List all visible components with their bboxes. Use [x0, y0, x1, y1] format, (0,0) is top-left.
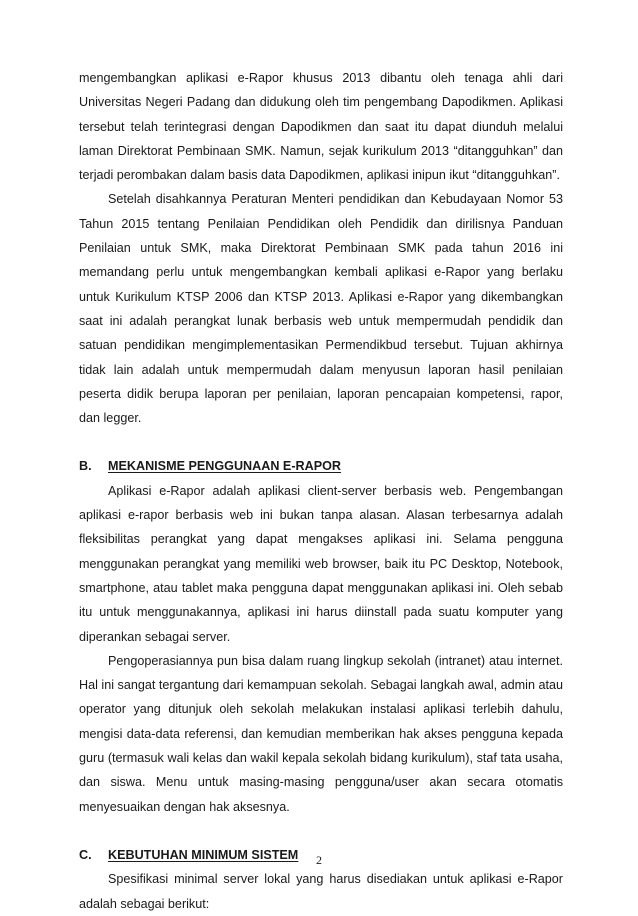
section-c-paragraph-1: Spesifikasi minimal server lokal yang harus disediakan untuk aplikasi e-Rapor adalah sebagai berikut: [79, 872, 563, 911]
section-letter-c: C. [79, 847, 92, 862]
section-spacer [79, 430, 563, 454]
section-b-paragraph-2: Pengoperasiannya pun bisa dalam ruang lingkup sekolah (intranet) atau internet. Hal ini sangat tergantung dari kemampuan sekolah. Sebagai langkah awal, admin atau operator yang ditunjuk oleh sekolah melakukan instalasi aplikasi terlebih dahulu, mengisi data-data referensi, dan kemudian memberikan hak akses pengguna kepada guru (termasuk wali kelas dan wakil kepala sekolah bidang kurikulum), staf tata usaha, dan siswa. Menu untuk masing-masing pengguna/user akan secara otomatis menyesuaikan dengan hak aksesnya. [79, 653, 563, 814]
page-number: 2 [316, 853, 322, 867]
section-title-c: KEBUTUHAN MINIMUM SISTEM [108, 847, 299, 862]
section-heading-b [79, 454, 563, 478]
section-spacer [79, 819, 563, 843]
section-letter-b: B. [79, 459, 92, 474]
body-paragraph-2: Setelah disahkannya Peraturan Menteri pendidikan dan Kebudayaan Nomor 53 Tahun 2015 tentang Penilaian Pendidikan oleh Pendidik dan dirilisnya Panduan Penilaian untuk SMK, maka Direktorat Pembinaan SMK pada tahun 2016 ini memandang perlu untuk mengembangkan kembali aplikasi e-Rapor yang berlaku untuk Kurikulum KTSP 2006 dan KTSP 2013. Aplikasi e-Rapor yang dikembangkan saat ini adalah perangkat lunak berbasis web untuk mempermudah pendidik dan satuan pendidikan mengimplementasikan Permendikbud tersebut. Tujuan akhirnya tidak lain adalah untuk mempermudah dalam menyusun laporan hasil penilaian peserta didik berupa laporan per penilaian, laporan pencapaian kompetensi, rapor, dan legger. [79, 192, 563, 426]
document-page [79, 66, 563, 916]
body-paragraph-1: mengembangkan aplikasi e-Rapor khusus 2013 dibantu oleh tenaga ahli dari Universitas Negeri Padang dan didukung oleh tim pengembang Dapodikmen. Aplikasi tersebut telah terintegrasi dengan Dapodikmen dan saat itu dapat diunduh melalui laman Direktorat Pembinaan SMK. Namun, sejak kurikulum 2013 “ditangguhkan” dan terjadi perombakan dalam basis data Dapodikmen, aplikasi inipun ikut “ditangguhkan”. [79, 71, 563, 183]
section-b-paragraph-1: Aplikasi e-Rapor adalah aplikasi client-server berbasis web. Pengembangan aplikasi e-rapor berbasis web ini bukan tanpa alasan. Alasan terbesarnya adalah fleksibilitas perangkat yang dapat mengakses aplikasi ini. Selama pengguna menggunakan perangkat yang memiliki web browser, baik itu PC Desktop, Notebook, smartphone, atau tablet maka pengguna dapat menggunakan aplikasi ini. Oleh sebab itu untuk menggunakannya, aplikasi ini harus diinstall pada suatu komputer yang diperankan sebagai server. [79, 483, 563, 644]
section-title-b: MEKANISME PENGGUNAAN E-RAPOR [108, 459, 341, 474]
